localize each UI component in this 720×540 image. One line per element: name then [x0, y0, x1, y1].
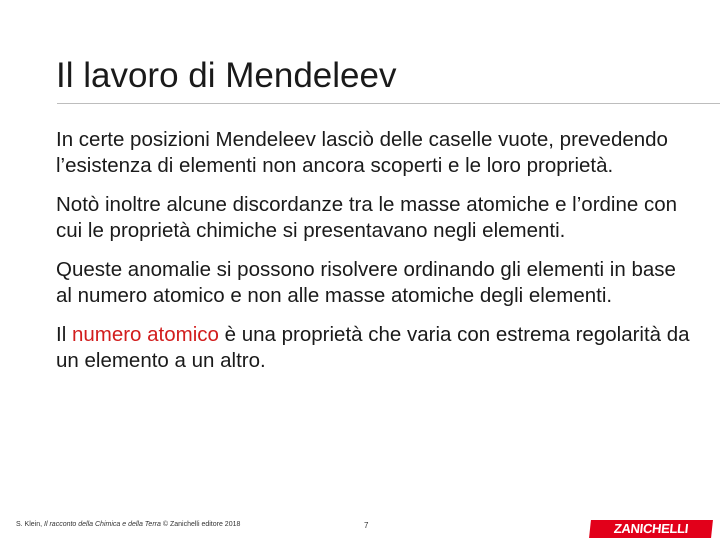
paragraph-2: Notò inoltre alcune discordanze tra le masse atomiche e l’ordine con cui le proprietà chimiche si presentavano negli elementi.	[56, 193, 678, 242]
footer-book-title: Il racconto della Chimica e della Terra	[44, 521, 161, 528]
footer-credit	[16, 521, 240, 528]
title-divider	[57, 103, 720, 104]
footer	[0, 515, 720, 540]
highlighted-term: numero atomico	[71, 323, 219, 346]
paragraph-4	[56, 322, 696, 374]
paragraph-1: In certe posizioni Mendeleev lasciò delle caselle vuote, prevedendo l’esistenza di elementi non ancora scoperti e le loro proprietà.	[56, 128, 668, 177]
page-number: 7	[364, 521, 369, 530]
footer-author: S. Klein,	[16, 521, 43, 528]
paragraph-4-suffix: è una proprietà che varia con estrema regolarità da un elemento a un altro.	[56, 323, 690, 372]
slide-title: Il lavoro di Mendeleev	[56, 56, 397, 95]
paragraph-4-prefix: Il	[56, 323, 72, 346]
zanichelli-logo: ZANICHELLI	[589, 520, 713, 538]
footer-copyright: © Zanichelli editore 2018	[162, 521, 241, 528]
slide-body	[56, 127, 696, 374]
paragraph-3: Queste anomalie si possono risolvere ordinando gli elementi in base al numero atomico e non alle masse atomiche degli elementi.	[56, 258, 676, 307]
